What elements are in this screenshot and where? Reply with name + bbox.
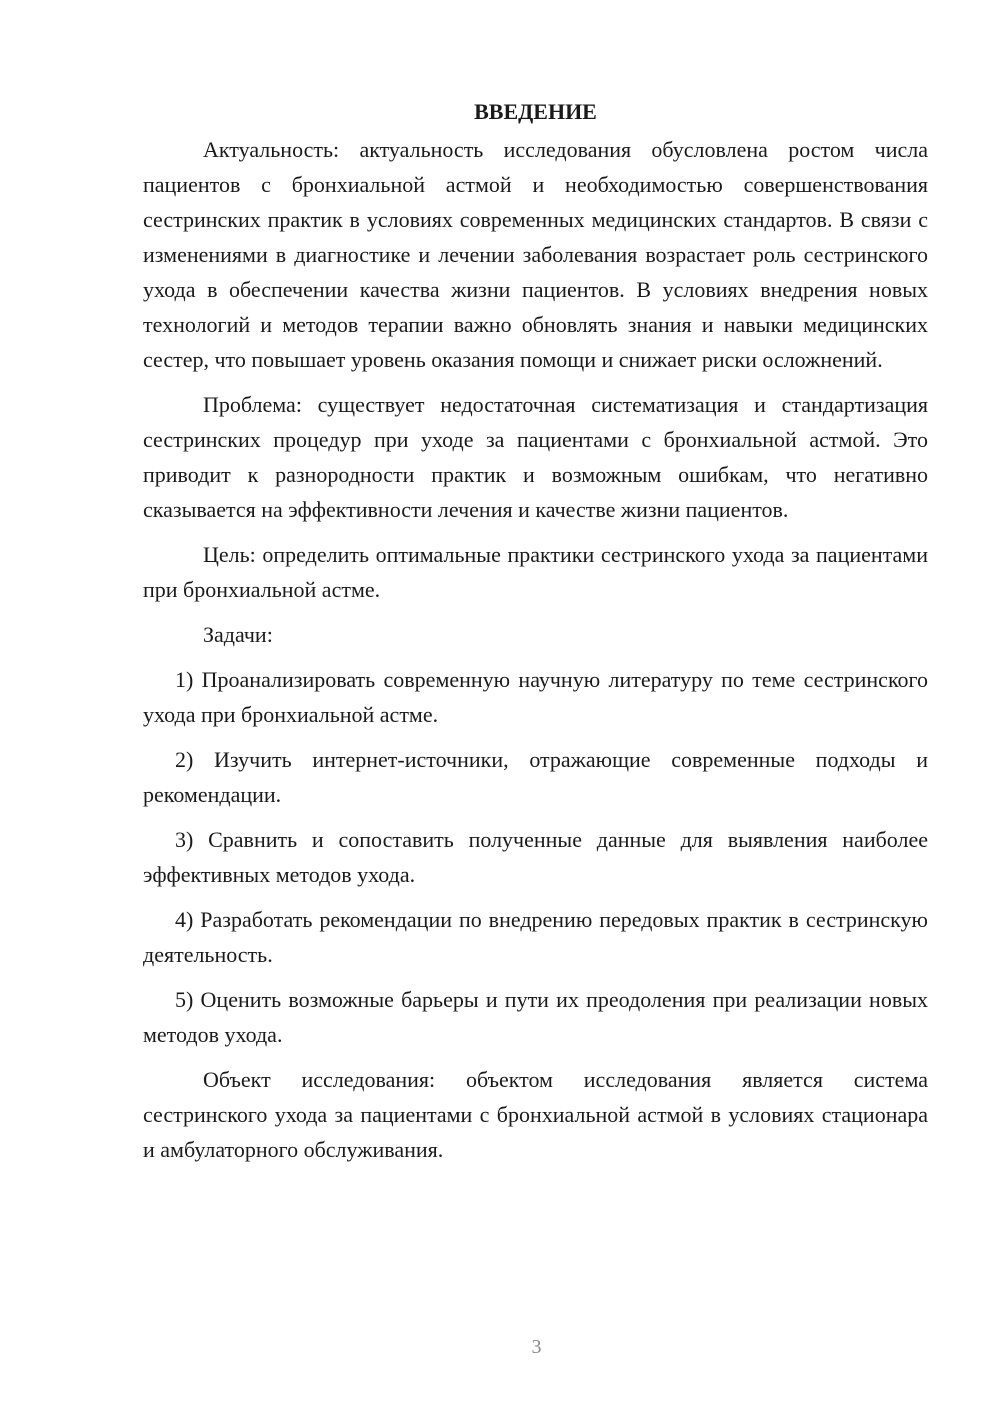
- goal-paragraph: Цель: определить оптимальные практики сестринского ухода за пациентами при бронхиальной астме.: [143, 542, 928, 602]
- problem-paragraph: Проблема: существует недостаточная систематизация и стандартизация сестринских процедур при уходе за пациентами с бронхиальной астмой. Это приводит к разнородности практик и возможным ошибкам, что негативно сказывается на эффективности лечения и качестве жизни пациентов.: [143, 392, 928, 522]
- task-item: 4) Разработать рекомендации по внедрению передовых практик в сестринскую деятельность.: [143, 907, 928, 967]
- task-item: 1) Проанализировать современную научную литературу по теме сестринского ухода при бронхиальной астме.: [143, 667, 928, 727]
- page-content: [143, 94, 928, 1167]
- object-paragraph: Объект исследования: объектом исследования является система сестринского ухода за пациентами с бронхиальной астмой в условиях стационара и амбулаторного обслуживания.: [143, 1067, 928, 1162]
- task-item: 3) Сравнить и сопоставить полученные данные для выявления наиболее эффективных методов ухода.: [143, 827, 928, 887]
- relevance-paragraph: Актуальность: актуальность исследования обусловлена ростом числа пациентов с бронхиальной астмой и необходимостью совершенствования сестринских практик в условиях современных медицинских стандартов. В связи с изменениями в диагностике и лечении заболевания возрастает роль сестринского ухода в обеспечении качества жизни пациентов. В условиях внедрения новых технологий и методов терапии важно обновлять знания и навыки медицинских сестер, что повышает уровень оказания помощи и снижает риски осложнений.: [143, 137, 928, 372]
- page-number: 3: [531, 1336, 542, 1358]
- tasks-title: Задачи:: [203, 622, 273, 647]
- task-item: 5) Оценить возможные барьеры и пути их преодоления при реализации новых методов ухода.: [143, 987, 928, 1047]
- section-heading: ВВЕДЕНИЕ: [474, 99, 597, 124]
- task-item: 2) Изучить интернет-источники, отражающие современные подходы и рекомендации.: [143, 747, 928, 807]
